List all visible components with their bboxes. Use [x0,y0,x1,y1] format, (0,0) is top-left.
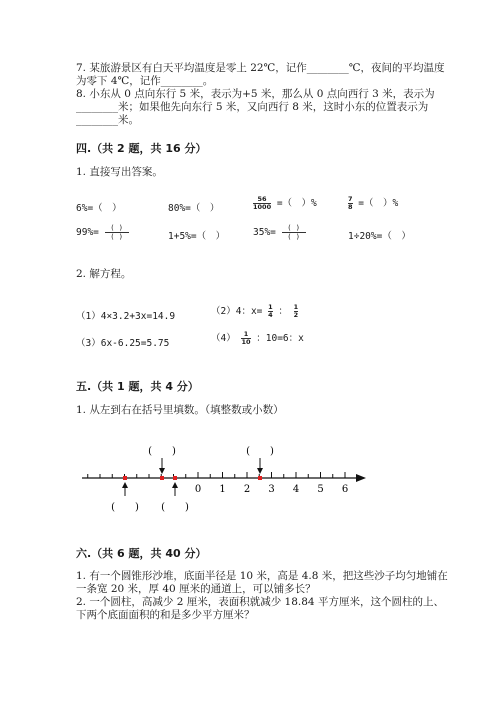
expression: ：10=6：x [256,333,304,344]
fraction-numerator: 1 [243,330,249,338]
expression: （4） [211,333,236,344]
fraction-56-1000 [253,196,271,211]
s5-q1-title: 1. 从左到右在括号里填数。（填整数或小数） [76,404,284,416]
equation-1: （1）4×3.2+3x=14.9 [76,311,176,322]
section-4-title: 四.（共 2 题，共 16 分） [76,142,207,155]
q8-line-1: 8. 小东从 0 点向东行 5 米，表示为+5 米，那么从 0 点向西行 3 米，表示为 [76,88,435,100]
calc-1-div-20-percent: 1÷20%=（ ） [348,231,411,242]
fraction-1-10 [241,331,250,346]
s4-q2-title: 2. 解方程。 [76,268,132,280]
arrow-down-icon [159,468,165,474]
q8-line-2: ________米；如果他先向东行 5 米，又向西行 8 米，这时小东的位置表示为 [76,101,429,113]
expression: 35%= [253,227,276,238]
marker-red [160,476,164,480]
fraction-denominator: 4 [268,311,273,319]
fraction-numerator: 1 [268,303,273,311]
s6-q2-line-2: 下两个底面面积的和是多少平方厘米？ [76,609,255,621]
section-6-title: 六.（共 6 题，共 40 分） [76,547,207,560]
calc-fraction-56-1000 [253,195,317,211]
calc-35-percent [253,224,306,241]
marker-red [123,476,127,480]
equation-2 [211,303,298,319]
s6-q1-line-2: 一条宽 20 米，厚 40 厘米的通道上，可以铺多长？ [76,583,316,595]
tick-label-3: 3 [268,484,275,495]
blank-fraction [105,224,129,241]
fraction-answer: =（ ）% [358,198,399,209]
fraction-denominator: 2 [293,311,299,319]
fraction-denominator: 8 [348,203,353,211]
q8-line-3: ________米。 [76,114,139,126]
blank-bottom-1: ( ) [111,502,139,513]
fraction-1-4 [268,304,273,319]
q7-line-2: 为零下 4℃，记作________。 [76,75,214,87]
tick-label-2: 2 [243,484,251,495]
fraction-7-8 [348,196,353,211]
s4-q1-title: 1. 直接写出答案。 [76,166,163,178]
arrow-down-icon [257,468,263,474]
q7-line-1: 7. 某旅游景区有白天平均温度是零上 22℃，记作________℃，夜间的平均温度 [76,62,445,74]
expression: （2）4：x= [211,306,263,317]
fraction-denominator: 10 [241,338,251,346]
tick-label-5: 5 [317,484,324,495]
blank-denominator: ( ) [282,232,306,241]
calc-1-plus-5-percent: 1+5%=（ ） [168,231,226,242]
s6-q1-line-1: 1. 有一个圆锥形沙堆，底面半径是 10 米，高是 4.8 米，把这些沙子均匀地铺在 [76,570,448,582]
blank-fraction [282,224,306,241]
calc-99-percent [76,224,129,241]
blank-top-1: ( ) [148,446,176,457]
calc-6-percent: 6%=（ ） [76,203,122,214]
number-line-arrow-icon [356,474,366,482]
expression: 99%= [76,227,99,238]
blank-top-2: ( ) [246,446,274,457]
s6-q2-line-1: 2. 一个圆柱，高减少 2 厘米，表面积就减少 18.84 平方厘米，这个圆柱的上、 [76,596,444,608]
marker-red [173,476,177,480]
tick-label-4: 4 [292,484,300,495]
fraction-numerator: 56 [257,195,267,203]
calc-fraction-7-8 [348,195,398,211]
fraction-1-2 [294,304,299,319]
fraction-numerator: 7 [348,195,353,203]
arrow-up-icon [122,482,128,488]
tick-label-6: 6 [341,484,349,495]
fraction-answer: =（ ）% [276,198,317,209]
number-line-labels [195,484,348,495]
marker-red [258,476,262,480]
calc-80-percent: 80%=（ ） [168,203,220,214]
blank-bottom-2: ( ) [161,502,189,513]
blank-denominator: ( ) [105,232,129,241]
arrow-up-icon [172,482,178,488]
section-5-title: 五.（共 1 题，共 4 分） [76,380,199,393]
tick-label-0: 0 [194,484,202,495]
blank-numerator: ( ) [110,224,123,232]
fraction-denominator: 1000 [253,203,272,211]
number-line [76,438,376,518]
ratio-colon: ： [278,306,288,317]
tick-label-1: 1 [219,484,226,495]
equation-3: （3）6x-6.25=5.75 [76,338,170,349]
equation-4 [211,330,304,346]
fraction-numerator: 1 [293,303,299,311]
blank-numerator: ( ) [287,224,300,232]
